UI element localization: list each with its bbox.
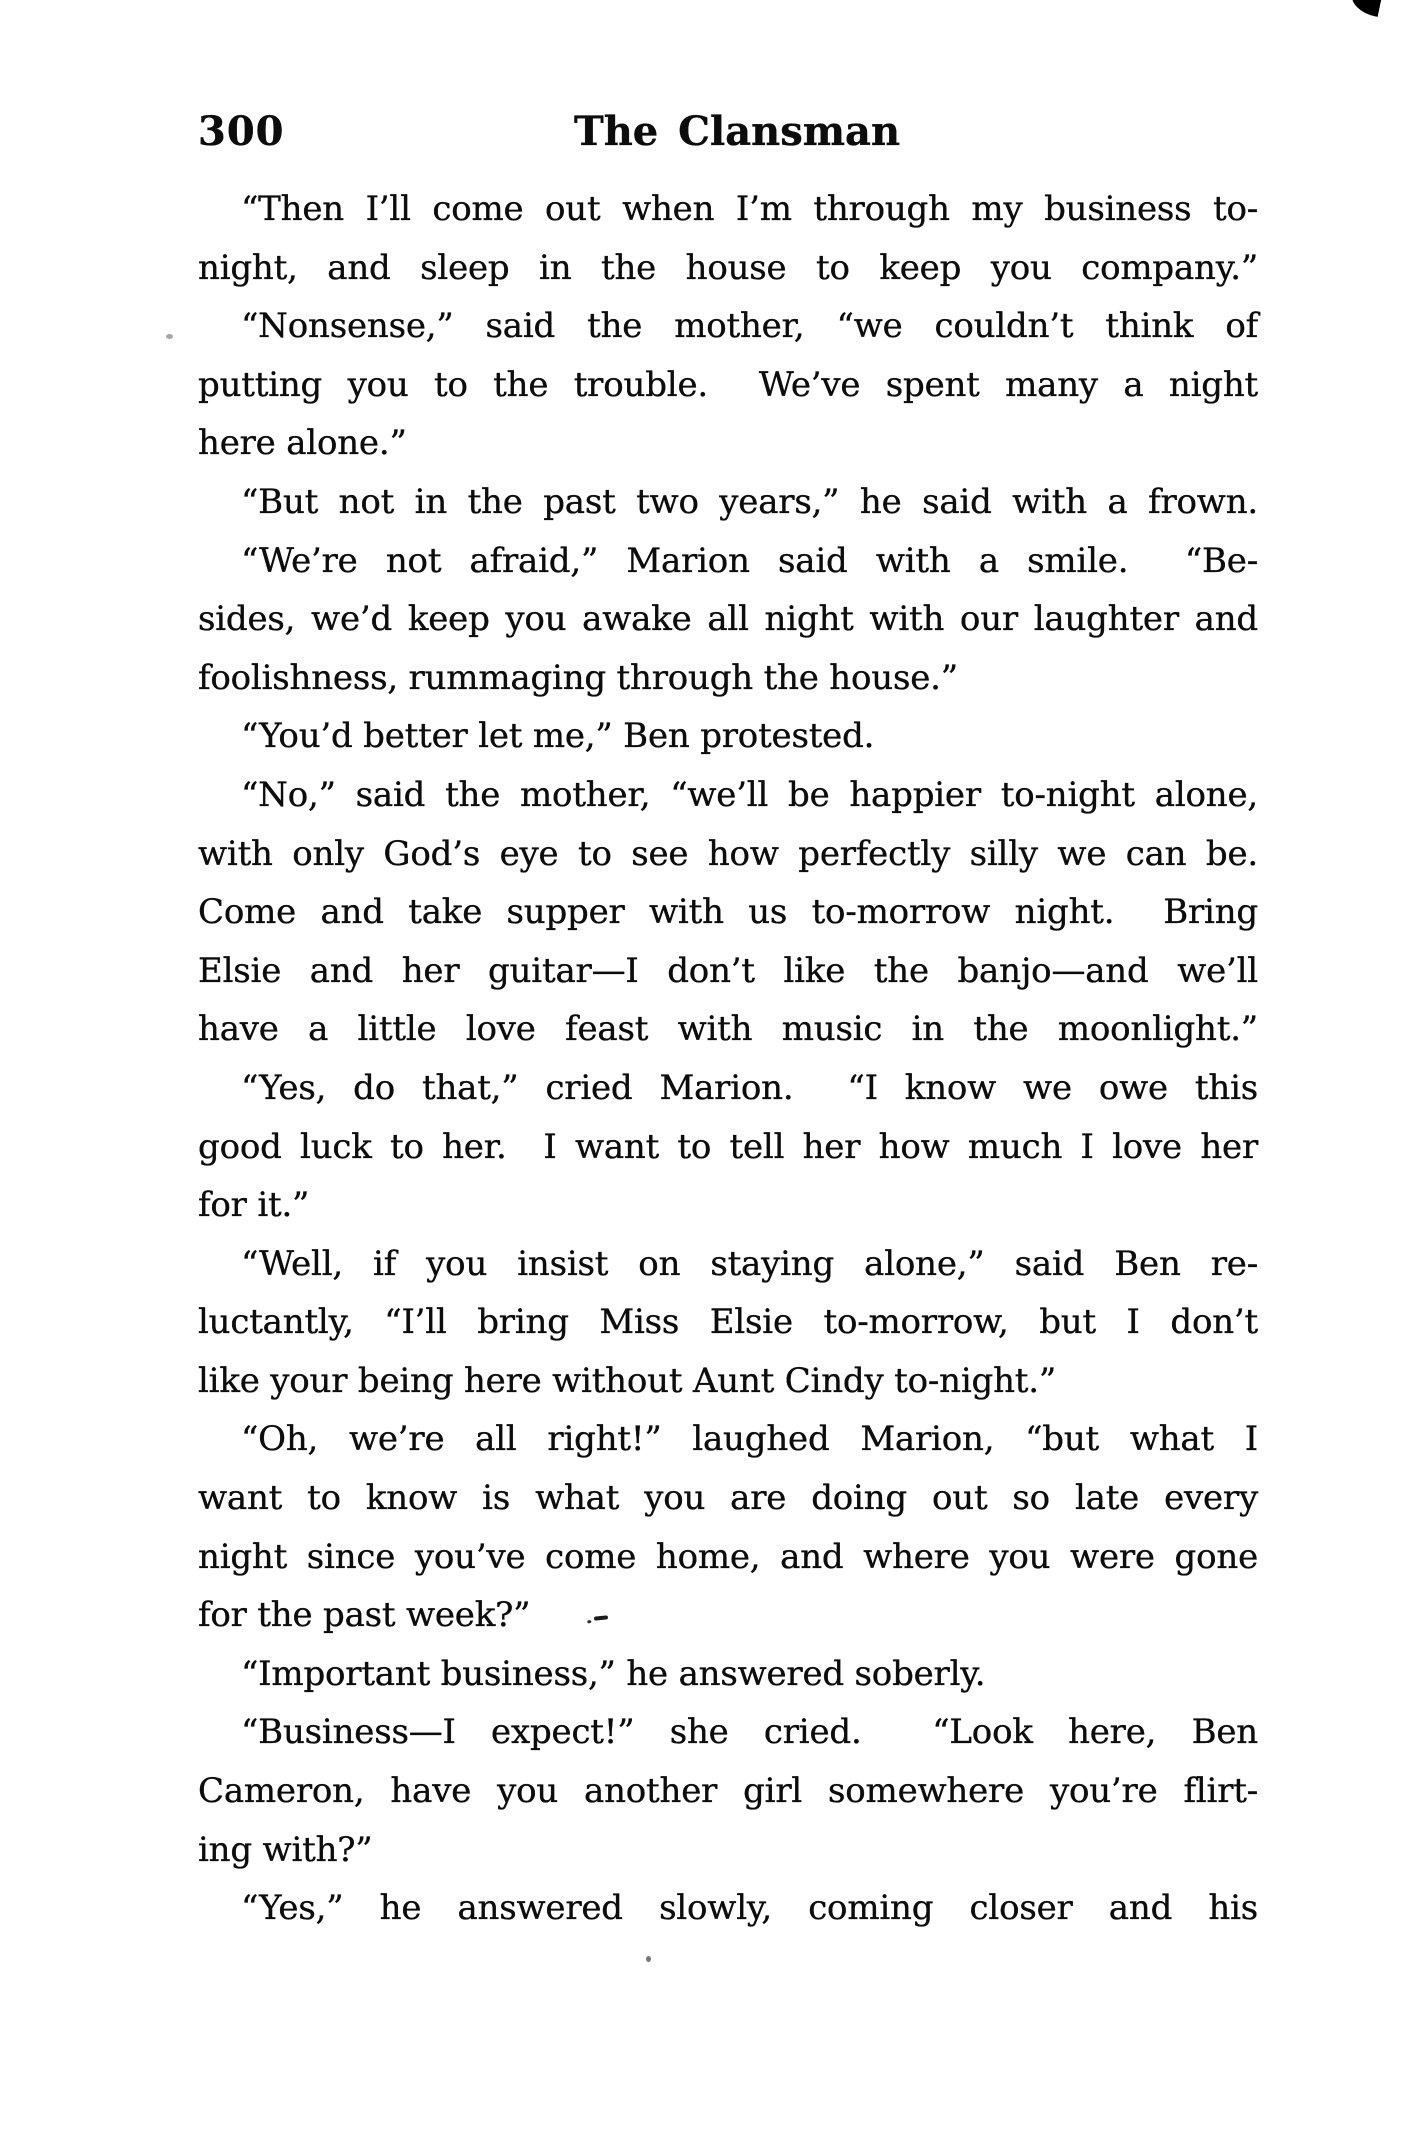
- paragraph: [198, 297, 1258, 473]
- text-line: foolishness, rummaging through the house.”: [198, 657, 958, 698]
- text-line: “Then I’ll come out when I’m through my business to-: [241, 189, 1258, 229]
- text-line: “Important business,” he answered soberly.: [241, 1653, 986, 1694]
- ink-speck-corner: [1348, 0, 1382, 17]
- paragraph: [198, 1235, 1258, 1411]
- text-line: “Oh, we’re all right!” laughed Marion, “but what I: [241, 1419, 1258, 1460]
- text-line: night, and sleep in the house to keep you company.”: [198, 247, 1258, 288]
- paragraph: [198, 1703, 1258, 1879]
- text-line: “Yes,” he answered slowly, coming closer and his: [241, 1888, 1258, 1929]
- text-line: Elsie and her guitar—I don’t like the banjo—and we’ll: [198, 950, 1258, 991]
- text-line: good luck to her. I want to tell her how much I love her: [198, 1126, 1258, 1167]
- text-line: Come and take supper with us to-morrow night. Bring: [198, 892, 1258, 933]
- text-line: for it.”: [198, 1185, 310, 1226]
- running-title: The Clansman: [573, 108, 901, 155]
- running-header: [198, 108, 1258, 156]
- paragraph: [198, 766, 1258, 1059]
- text-line: luctantly, “I’ll bring Miss Elsie to-morrow, but I don’t: [198, 1302, 1258, 1343]
- paragraph: [198, 707, 1258, 766]
- text-line: “No,” said the mother, “we’ll be happier to-night alone,: [241, 774, 1258, 815]
- text-line: sides, we’d keep you awake all night with our laughter and: [198, 599, 1258, 640]
- paragraph: [198, 1059, 1258, 1235]
- paragraph: [198, 532, 1258, 708]
- text-block: [198, 180, 1258, 1938]
- text-line: here alone.”: [198, 423, 407, 464]
- ink-speck-left: [166, 334, 173, 339]
- text-line: ing with?”: [198, 1829, 373, 1870]
- text-line: putting you to the trouble. We’ve spent many a night: [198, 364, 1258, 405]
- text-line: “Yes, do that,” cried Marion. “I know we owe this: [241, 1067, 1258, 1108]
- text-line: like your being here without Aunt Cindy to-night.”: [198, 1360, 1057, 1401]
- paragraph: [198, 1645, 1258, 1704]
- ink-speck-bottom: [646, 1956, 651, 1962]
- text-line: “Nonsense,” said the mother, “we couldn’t think of: [241, 306, 1258, 347]
- paragraph: [198, 1410, 1258, 1644]
- text-line: Cameron, have you another girl somewhere you’re flirt-: [198, 1771, 1258, 1812]
- text-line: “But not in the past two years,” he said with a frown.: [241, 481, 1258, 522]
- paragraph: [198, 473, 1258, 532]
- text-line: “Business—I expect!” she cried. “Look here, Ben: [241, 1712, 1258, 1753]
- text-line: night since you’ve come home, and where you were gone: [198, 1536, 1258, 1577]
- text-line: “We’re not afraid,” Marion said with a smile. “Be-: [241, 540, 1258, 581]
- paragraph: [198, 1879, 1258, 1938]
- text-line: want to know is what you are doing out so late every: [198, 1478, 1258, 1519]
- paragraph: [198, 180, 1258, 297]
- text-line: with only God’s eye to see how perfectly silly we can be.: [198, 833, 1258, 874]
- text-line: “You’d better let me,” Ben protested.: [241, 716, 875, 757]
- text-line: “Well, if you insist on staying alone,” said Ben re-: [241, 1243, 1258, 1284]
- page-number: 300: [198, 108, 285, 155]
- text-line: have a little love feast with music in the moonlight.”: [198, 1009, 1258, 1050]
- text-line: for the past week?”: [198, 1595, 531, 1636]
